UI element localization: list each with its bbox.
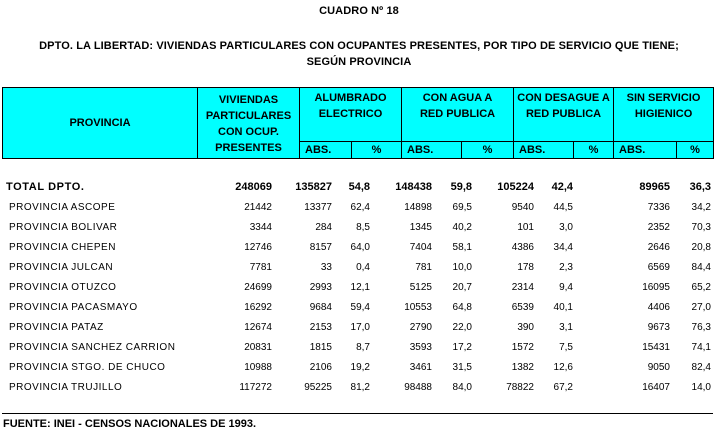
cell-alumbrado-abs: 284 <box>315 222 332 233</box>
header-pct-desague: % <box>574 142 614 159</box>
cell-viviendas: 24699 <box>244 282 272 293</box>
cell-alumbrado-abs: 13377 <box>304 202 332 213</box>
cell-agua-abs: 3593 <box>409 342 432 353</box>
cell-alumbrado-abs: 95225 <box>304 382 332 393</box>
row-province-name: PROVINCIA SANCHEZ CARRION <box>9 342 176 353</box>
cell-agua-pct: 69,5 <box>452 202 472 213</box>
table-row <box>0 242 718 262</box>
table-row <box>0 262 718 282</box>
source-note: FUENTE: INEI - CENSOS NACIONALES DE 1993. <box>3 418 257 430</box>
cell-desague-abs: 101 <box>517 222 534 233</box>
cell-alumbrado-abs: 1815 <box>309 342 332 353</box>
cell-sin-servicio-abs: 6569 <box>647 262 670 273</box>
cell-desague-pct: 2,3 <box>559 262 573 273</box>
cell-sin-servicio-pct: 70,3 <box>691 222 711 233</box>
table-subtitle-line2: SEGÚN PROVINCIA <box>306 56 412 68</box>
cell-desague-pct: 44,5 <box>553 202 573 213</box>
cell-sin-servicio-abs: 4406 <box>647 302 670 313</box>
cell-desague-pct: 7,5 <box>559 342 573 353</box>
header-pct-agua: % <box>462 142 514 159</box>
total-desague-abs: 105224 <box>497 181 534 193</box>
cell-alumbrado-pct: 17,0 <box>350 322 370 333</box>
header-provincia: PROVINCIA <box>3 88 198 159</box>
cell-alumbrado-pct: 0,4 <box>356 262 370 273</box>
cell-agua-abs: 1345 <box>409 222 432 233</box>
cell-alumbrado-pct: 12,1 <box>350 282 370 293</box>
total-row <box>0 181 718 201</box>
row-province-name: PROVINCIA ASCOPE <box>9 202 116 213</box>
cell-viviendas: 12746 <box>244 242 272 253</box>
cell-alumbrado-pct: 62,4 <box>350 202 370 213</box>
cell-viviendas: 10988 <box>244 362 272 373</box>
cell-desague-pct: 3,1 <box>559 322 573 333</box>
cell-sin-servicio-abs: 15431 <box>642 342 670 353</box>
cell-sin-servicio-pct: 14,0 <box>691 382 711 393</box>
total-alumbrado-pct: 54,8 <box>348 181 370 193</box>
table-row <box>0 222 718 242</box>
cell-alumbrado-abs: 8157 <box>309 242 332 253</box>
table-row <box>0 382 718 402</box>
cell-agua-pct: 40,2 <box>452 222 472 233</box>
cell-agua-pct: 22,0 <box>452 322 472 333</box>
cell-alumbrado-abs: 2153 <box>309 322 332 333</box>
total-viviendas: 248069 <box>235 181 272 193</box>
cell-sin-servicio-abs: 16095 <box>642 282 670 293</box>
cell-agua-pct: 17,2 <box>452 342 472 353</box>
cell-agua-abs: 10553 <box>404 302 432 313</box>
cell-alumbrado-pct: 8,5 <box>356 222 370 233</box>
row-province-name: PROVINCIA PATAZ <box>9 322 104 333</box>
total-label: TOTAL DPTO. <box>6 181 85 193</box>
table-row <box>0 362 718 382</box>
header-alumbrado: ALUMBRADO ELECTRICO <box>300 88 402 142</box>
row-province-name: PROVINCIA CHEPEN <box>9 242 116 253</box>
row-province-name: PROVINCIA BOLIVAR <box>9 222 118 233</box>
table-row <box>0 282 718 302</box>
cell-alumbrado-pct: 19,2 <box>350 362 370 373</box>
cell-sin-servicio-abs: 16407 <box>642 382 670 393</box>
table-subtitle-line1: DPTO. LA LIBERTAD: VIVIENDAS PARTICULARES CON OCUPANTES PRESENTES, POR TIPO DE SERVICIO QUE TIENE; <box>39 40 679 52</box>
cell-desague-abs: 78822 <box>506 382 534 393</box>
cell-alumbrado-pct: 8,7 <box>356 342 370 353</box>
cell-agua-pct: 20,7 <box>452 282 472 293</box>
cell-desague-abs: 390 <box>517 322 534 333</box>
cell-sin-servicio-pct: 65,2 <box>691 282 711 293</box>
row-province-name: PROVINCIA STGO. DE CHUCO <box>9 362 166 373</box>
table-row <box>0 342 718 362</box>
cell-sin-servicio-abs: 2646 <box>647 242 670 253</box>
cell-agua-abs: 98488 <box>404 382 432 393</box>
cell-alumbrado-pct: 59,4 <box>350 302 370 313</box>
cell-sin-servicio-pct: 74,1 <box>691 342 711 353</box>
row-province-name: PROVINCIA PACASMAYO <box>9 302 138 313</box>
cell-alumbrado-abs: 2993 <box>309 282 332 293</box>
cell-desague-pct: 3,0 <box>559 222 573 233</box>
cell-desague-pct: 40,1 <box>553 302 573 313</box>
cell-sin-servicio-abs: 2352 <box>647 222 670 233</box>
cell-sin-servicio-pct: 20,8 <box>691 242 711 253</box>
cell-alumbrado-pct: 81,2 <box>350 382 370 393</box>
total-sin-servicio-pct: 36,3 <box>689 181 711 193</box>
cell-agua-abs: 7404 <box>409 242 432 253</box>
header-viviendas: VIVIENDAS PARTICULARES CON OCUP. PRESENTES <box>198 88 300 159</box>
cell-sin-servicio-pct: 76,3 <box>691 322 711 333</box>
cell-sin-servicio-pct: 34,2 <box>691 202 711 213</box>
header-abs-alumbrado: ABS. <box>300 142 352 159</box>
cell-alumbrado-abs: 9684 <box>309 302 332 313</box>
cell-desague-abs: 6539 <box>511 302 534 313</box>
row-province-name: PROVINCIA JULCAN <box>9 262 114 273</box>
cell-agua-pct: 58,1 <box>452 242 472 253</box>
cell-desague-pct: 67,2 <box>553 382 573 393</box>
cell-agua-abs: 14898 <box>404 202 432 213</box>
total-agua-pct: 59,8 <box>450 181 472 193</box>
table-row <box>0 202 718 222</box>
total-agua-abs: 148438 <box>395 181 432 193</box>
total-desague-pct: 42,4 <box>551 181 573 193</box>
cell-alumbrado-pct: 64,0 <box>350 242 370 253</box>
cell-sin-servicio-abs: 9050 <box>647 362 670 373</box>
cell-viviendas: 117272 <box>239 382 272 393</box>
table-header <box>2 87 714 159</box>
cell-desague-abs: 9540 <box>511 202 534 213</box>
cell-viviendas: 20831 <box>244 342 272 353</box>
cell-alumbrado-abs: 2106 <box>309 362 332 373</box>
cell-agua-pct: 31,5 <box>452 362 472 373</box>
cell-desague-pct: 9,4 <box>559 282 573 293</box>
cell-desague-abs: 178 <box>517 262 534 273</box>
header-sin-servicio: SIN SERVICIO HIGIENICO <box>614 88 714 142</box>
cell-sin-servicio-abs: 9673 <box>647 322 670 333</box>
cell-desague-abs: 4386 <box>511 242 534 253</box>
cell-agua-abs: 5125 <box>409 282 432 293</box>
cell-sin-servicio-pct: 84,4 <box>691 262 711 273</box>
cell-agua-pct: 10,0 <box>452 262 472 273</box>
cell-agua-pct: 84,0 <box>452 382 472 393</box>
cell-viviendas: 16292 <box>244 302 272 313</box>
row-province-name: PROVINCIA TRUJILLO <box>9 382 123 393</box>
cell-sin-servicio-pct: 82,4 <box>691 362 711 373</box>
header-abs-desague: ABS. <box>514 142 574 159</box>
cell-desague-abs: 2314 <box>511 282 534 293</box>
cell-desague-pct: 12,6 <box>553 362 573 373</box>
row-province-name: PROVINCIA OTUZCO <box>9 282 117 293</box>
cell-viviendas: 21442 <box>244 202 272 213</box>
header-pct-sin-servicio: % <box>677 142 714 159</box>
cell-sin-servicio-abs: 7336 <box>647 202 670 213</box>
cell-agua-pct: 64,8 <box>452 302 472 313</box>
cell-desague-abs: 1572 <box>511 342 534 353</box>
total-sin-servicio-abs: 89965 <box>639 181 670 193</box>
table-row <box>0 322 718 342</box>
cell-alumbrado-abs: 33 <box>320 262 332 273</box>
cell-viviendas: 3344 <box>249 222 272 233</box>
cell-sin-servicio-pct: 27,0 <box>691 302 711 313</box>
table-title: CUADRO Nº 18 <box>319 5 399 17</box>
cell-agua-abs: 781 <box>415 262 432 273</box>
cell-agua-abs: 3461 <box>409 362 432 373</box>
table-bottom-border <box>2 413 713 414</box>
cell-desague-pct: 34,4 <box>553 242 573 253</box>
header-pct-alumbrado: % <box>352 142 402 159</box>
cell-desague-abs: 1382 <box>511 362 534 373</box>
table-row <box>0 302 718 322</box>
header-abs-sin-servicio: ABS. <box>614 142 677 159</box>
header-desague: CON DESAGUE A RED PUBLICA <box>514 88 614 142</box>
header-abs-agua: ABS. <box>402 142 462 159</box>
cell-agua-abs: 2790 <box>409 322 432 333</box>
cell-viviendas: 12674 <box>244 322 272 333</box>
header-agua: CON AGUA A RED PUBLICA <box>402 88 514 142</box>
total-alumbrado-abs: 135827 <box>295 181 332 193</box>
cell-viviendas: 7781 <box>249 262 272 273</box>
